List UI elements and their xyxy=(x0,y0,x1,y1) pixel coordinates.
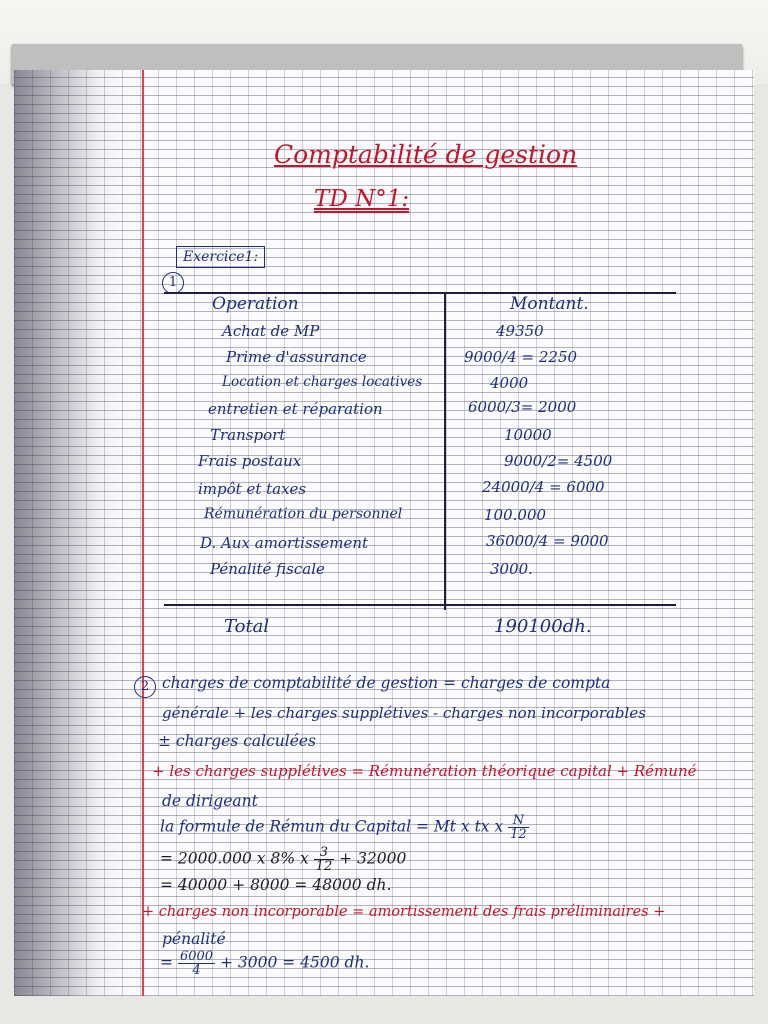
text-line: + les charges supplétives = Rémunération théorique capital + Rémuné xyxy=(152,762,697,780)
fraction-numerator: 3 xyxy=(314,846,335,860)
calc-text: = xyxy=(160,953,173,972)
fraction-numerator: N xyxy=(508,814,529,828)
text-line: ± charges calculées xyxy=(158,732,317,750)
row-operation: Location et charges locatives xyxy=(222,374,423,390)
fraction-denominator: 4 xyxy=(192,963,201,978)
question-1-marker: 1 xyxy=(162,272,184,294)
charges-table xyxy=(164,282,676,652)
row-operation: Achat de MP xyxy=(222,322,320,340)
row-operation: D. Aux amortissement xyxy=(200,534,369,552)
binding-shadow xyxy=(14,70,134,996)
table-column-divider xyxy=(444,292,446,610)
total-label: Total xyxy=(224,616,270,637)
row-amount: 3000. xyxy=(490,560,533,578)
row-amount: 100.000 xyxy=(484,506,547,524)
red-margin-line xyxy=(142,70,144,996)
row-operation: Pénalité fiscale xyxy=(210,560,325,578)
text-line: + charges non incorporable = amortissement des frais préliminaires + xyxy=(142,904,666,920)
header-operation: Operation xyxy=(212,294,299,314)
row-operation: impôt et taxes xyxy=(198,480,307,498)
page-subtitle: TD N°1: xyxy=(314,186,410,212)
capital-calculation xyxy=(160,846,406,873)
row-amount: 6000/3= 2000 xyxy=(468,398,577,416)
notebook-page xyxy=(14,70,754,996)
fraction-numerator: 6000 xyxy=(179,949,214,964)
fraction xyxy=(508,814,529,841)
row-amount: 36000/4 = 9000 xyxy=(486,532,609,550)
penalty-calculation xyxy=(160,950,369,977)
text-line: pénalité xyxy=(162,930,226,948)
total-value: 190100dh. xyxy=(494,616,592,637)
fraction xyxy=(178,950,215,977)
calc-text: = 2000.000 x 8% x xyxy=(160,849,309,868)
calc-text: + 32000 xyxy=(339,849,407,868)
formula-text: la formule de Rémun du Capital = Mt x tx x xyxy=(160,817,504,836)
fraction-denominator: 12 xyxy=(510,827,527,842)
row-operation: Transport xyxy=(210,426,286,444)
fraction-denominator: 12 xyxy=(315,859,333,874)
row-amount: 49350 xyxy=(496,322,544,340)
row-amount: 9000/2= 4500 xyxy=(504,452,613,470)
row-operation: Rémunération du personnel xyxy=(204,506,403,522)
row-operation: Frais postaux xyxy=(198,452,302,470)
row-amount: 10000 xyxy=(504,426,552,444)
question-2-marker: 2 xyxy=(134,676,156,698)
header-amount: Montant. xyxy=(510,294,589,314)
row-amount: 24000/4 = 6000 xyxy=(482,478,605,496)
row-operation: entretien et réparation xyxy=(208,400,383,418)
page-title: Comptabilité de gestion xyxy=(274,140,578,169)
fraction xyxy=(314,846,335,873)
capital-result: = 40000 + 8000 = 48000 dh. xyxy=(160,876,392,894)
text-line: de dirigeant xyxy=(162,792,258,810)
table-total-rule xyxy=(164,604,676,606)
calc-text: + 3000 = 4500 dh. xyxy=(219,953,370,972)
capital-formula xyxy=(160,814,529,841)
row-amount: 9000/4 = 2250 xyxy=(464,348,578,366)
exercise-label: Exercice1: xyxy=(176,246,265,268)
text-line: générale + les charges supplétives - charges non incorporables xyxy=(162,704,646,722)
row-operation: Prime d'assurance xyxy=(226,348,367,366)
text-line: charges de comptabilité de gestion = charges de compta xyxy=(162,674,611,692)
row-amount: 4000 xyxy=(490,374,529,392)
